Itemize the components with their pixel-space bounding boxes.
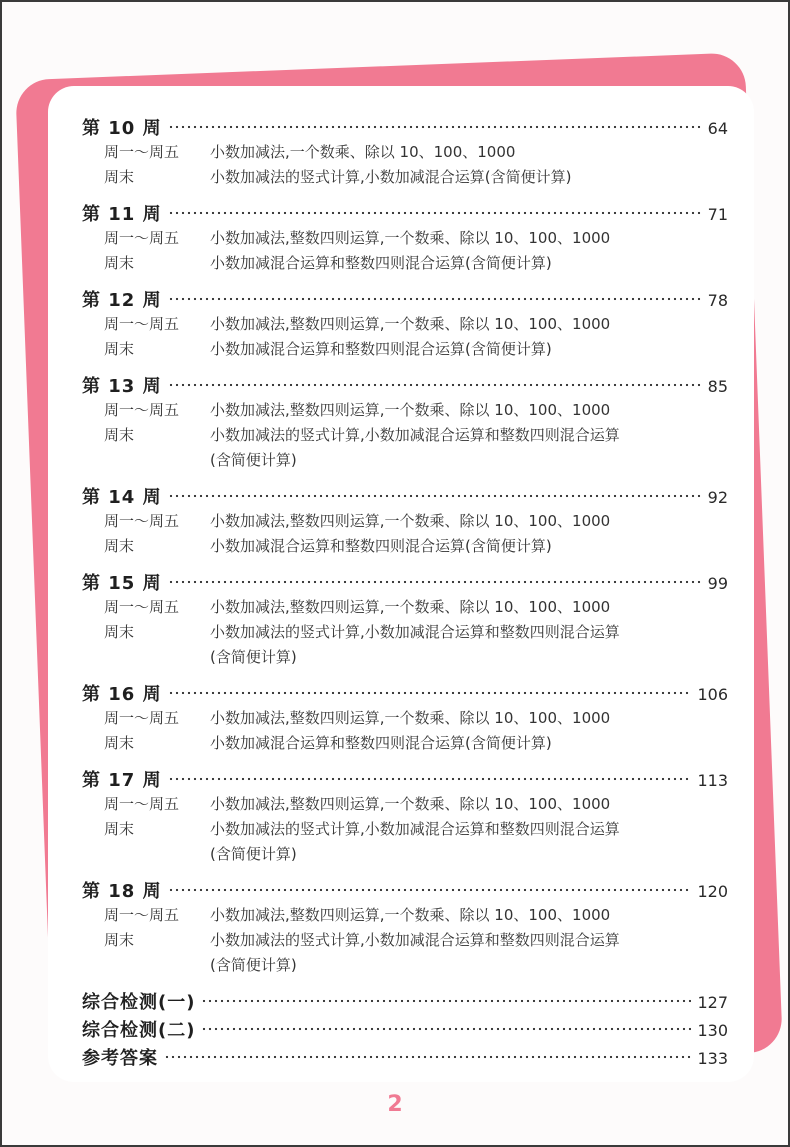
toc-entry-page: 99: [707, 574, 728, 593]
week-entry: [82, 372, 728, 473]
week-entry: [82, 569, 728, 670]
topic-description: (含简便计算): [210, 845, 297, 863]
toc-entry-heading[interactable]: [82, 1016, 728, 1042]
week-entry: [82, 286, 728, 362]
topic-row: [82, 928, 728, 953]
toc-entry-title: 综合检测(一): [82, 992, 196, 1013]
extra-sections: [82, 988, 728, 1070]
topic-description: 小数加减法,整数四则运算,一个数乘、除以 10、100、1000: [210, 315, 611, 333]
topic-label: [104, 842, 210, 867]
topic-label: 周一～周五: [104, 315, 180, 333]
topic-row: [82, 312, 728, 337]
topic-label: 周末: [104, 931, 135, 949]
topic-description: 小数加减法,整数四则运算,一个数乘、除以 10、100、1000: [210, 229, 611, 247]
week-entry: [82, 877, 728, 978]
topic-description: 小数加减法的竖式计算,小数加减混合运算和整数四则混合运算: [210, 820, 620, 838]
toc-entry-title: 第 12 周: [82, 290, 162, 311]
topic-description: (含简便计算): [210, 451, 297, 469]
topic-description: 小数加减法的竖式计算,小数加减混合运算和整数四则混合运算: [210, 623, 620, 641]
extra-entry: [82, 1016, 728, 1042]
topic-description: 小数加减法,整数四则运算,一个数乘、除以 10、100、1000: [210, 401, 611, 419]
topic-description: 小数加减法的竖式计算,小数加减混合运算(含简便计算): [210, 168, 572, 186]
topic-description: 小数加减混合运算和整数四则混合运算(含简便计算): [210, 254, 552, 272]
leader-dots: [168, 125, 702, 129]
toc-entry-heading[interactable]: [82, 877, 728, 903]
topic-row: [82, 792, 728, 817]
leader-dots: [168, 211, 702, 215]
topic-label: 周一～周五: [104, 229, 180, 247]
topic-description: 小数加减法,整数四则运算,一个数乘、除以 10、100、1000: [210, 512, 611, 530]
topic-label: [104, 448, 210, 473]
toc-entry-title: 第 11 周: [82, 204, 162, 225]
topic-label: 周末: [104, 254, 135, 272]
topic-row: [82, 165, 728, 190]
leader-dots: [168, 494, 702, 498]
topic-row: [82, 817, 728, 842]
toc-entry-heading[interactable]: [82, 483, 728, 509]
topic-description: 小数加减混合运算和整数四则混合运算(含简便计算): [210, 537, 552, 555]
toc-entry-heading[interactable]: [82, 114, 728, 140]
leader-dots: [168, 691, 692, 695]
topic-description: 小数加减混合运算和整数四则混合运算(含简便计算): [210, 734, 552, 752]
topic-row: [82, 337, 728, 362]
toc-entry-heading[interactable]: [82, 286, 728, 312]
topic-row: [82, 423, 728, 448]
leader-dots: [168, 383, 702, 387]
toc-entry-heading[interactable]: [82, 988, 728, 1014]
topic-label: 周末: [104, 168, 135, 186]
week-entry: [82, 483, 728, 559]
toc-entry-page: 130: [697, 1021, 728, 1040]
topic-row: [82, 595, 728, 620]
week-entry: [82, 200, 728, 276]
topic-label: 周一～周五: [104, 143, 180, 161]
topic-label: 周末: [104, 426, 135, 444]
topic-row: [82, 448, 728, 473]
topic-label: 周末: [104, 340, 135, 358]
toc-entry-page: 78: [707, 291, 728, 310]
week-entry: [82, 766, 728, 867]
leader-dots: [168, 297, 702, 301]
topic-row: [82, 534, 728, 559]
topic-row: [82, 953, 728, 978]
topic-label: 周末: [104, 537, 135, 555]
topic-description: 小数加减法的竖式计算,小数加减混合运算和整数四则混合运算: [210, 931, 620, 949]
topic-label: 周一～周五: [104, 709, 180, 727]
toc-entry-title: 第 18 周: [82, 881, 162, 902]
topic-label: 周末: [104, 623, 135, 641]
toc-entry-title: 第 17 周: [82, 770, 162, 791]
toc-entry-heading[interactable]: [82, 569, 728, 595]
leader-dots: [164, 1055, 691, 1059]
topic-description: (含简便计算): [210, 648, 297, 666]
week-entry: [82, 114, 728, 190]
toc-entry-heading[interactable]: [82, 680, 728, 706]
toc-entry-page: 85: [707, 377, 728, 396]
toc-entry-title: 第 10 周: [82, 118, 162, 139]
leader-dots: [168, 580, 702, 584]
page-number: 2: [387, 1092, 403, 1117]
topic-label: 周一～周五: [104, 795, 180, 813]
toc-entry-page: 106: [697, 685, 728, 704]
toc-entry-page: 120: [697, 882, 728, 901]
toc-entry-title: 第 14 周: [82, 487, 162, 508]
topic-label: 周一～周五: [104, 906, 180, 924]
topic-row: [82, 620, 728, 645]
week-entry: [82, 680, 728, 756]
topic-row: [82, 140, 728, 165]
topic-description: 小数加减法,一个数乘、除以 10、100、1000: [210, 143, 516, 161]
toc-entry-page: 92: [707, 488, 728, 507]
toc-entry-title: 综合检测(二): [82, 1020, 196, 1041]
table-of-contents: [82, 114, 728, 1072]
toc-entry-page: 64: [707, 119, 728, 138]
topic-description: 小数加减法,整数四则运算,一个数乘、除以 10、100、1000: [210, 795, 611, 813]
topic-description: 小数加减法的竖式计算,小数加减混合运算和整数四则混合运算: [210, 426, 620, 444]
toc-entry-page: 127: [697, 993, 728, 1012]
topic-row: [82, 842, 728, 867]
topic-label: 周末: [104, 734, 135, 752]
topic-row: [82, 251, 728, 276]
leader-dots: [168, 777, 692, 781]
topic-description: 小数加减法,整数四则运算,一个数乘、除以 10、100、1000: [210, 709, 611, 727]
leader-dots: [201, 1027, 691, 1031]
toc-entry-heading[interactable]: [82, 1044, 728, 1070]
toc-entry-title: 第 15 周: [82, 573, 162, 594]
toc-entry-title: 参考答案: [82, 1048, 158, 1069]
topic-row: [82, 706, 728, 731]
toc-entry-page: 133: [697, 1049, 728, 1068]
toc-entry-heading[interactable]: [82, 372, 728, 398]
topic-label: 周一～周五: [104, 512, 180, 530]
leader-dots: [168, 888, 692, 892]
toc-entry-heading[interactable]: [82, 766, 728, 792]
week-list: [82, 114, 728, 978]
toc-entry-page: 113: [697, 771, 728, 790]
topic-label: 周一～周五: [104, 598, 180, 616]
topic-description: 小数加减法,整数四则运算,一个数乘、除以 10、100、1000: [210, 906, 611, 924]
toc-entry-title: 第 16 周: [82, 684, 162, 705]
topic-description: (含简便计算): [210, 956, 297, 974]
topic-row: [82, 731, 728, 756]
extra-entry: [82, 1044, 728, 1070]
toc-entry-page: 71: [707, 205, 728, 224]
topic-label: [104, 953, 210, 978]
topic-description: 小数加减法,整数四则运算,一个数乘、除以 10、100、1000: [210, 598, 611, 616]
topic-row: [82, 226, 728, 251]
toc-entry-title: 第 13 周: [82, 376, 162, 397]
extra-entry: [82, 988, 728, 1014]
topic-label: 周末: [104, 820, 135, 838]
topic-label: [104, 645, 210, 670]
topic-row: [82, 903, 728, 928]
topic-row: [82, 398, 728, 423]
topic-label: 周一～周五: [104, 401, 180, 419]
topic-row: [82, 645, 728, 670]
topic-row: [82, 509, 728, 534]
toc-entry-heading[interactable]: [82, 200, 728, 226]
topic-description: 小数加减混合运算和整数四则混合运算(含简便计算): [210, 340, 552, 358]
leader-dots: [201, 999, 691, 1003]
